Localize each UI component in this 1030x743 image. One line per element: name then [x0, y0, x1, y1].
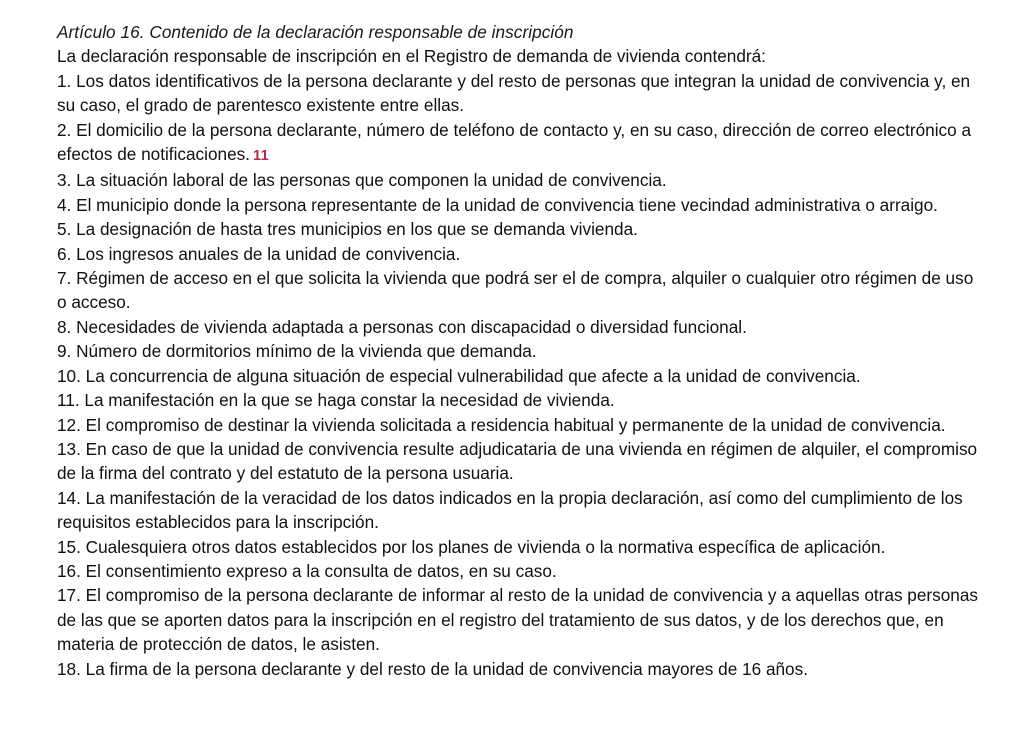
- clause-item: [57, 486, 985, 535]
- clause-text: 18. La firma de la persona declarante y del resto de la unidad de convivencia mayores de 16 años.: [57, 658, 808, 679]
- clause-item: [57, 69, 985, 118]
- clause-text: 13. En caso de que la unidad de convivencia resulte adjudicataria de una vivienda en régimen de alquiler, el compromiso de la firma del contrato y del estatuto de la persona usuaria.: [57, 438, 978, 484]
- clause-text: 15. Cualesquiera otros datos establecidos por los planes de vivienda o la normativa específica de aplicación.: [57, 536, 886, 557]
- clause-item: [57, 315, 985, 339]
- lead-paragraph: La declaración responsable de inscripción en el Registro de demanda de vivienda contendrá:: [57, 46, 766, 67]
- clause-text: 7. Régimen de acceso en el que solicita la vivienda que podrá ser el de compra, alquiler o cualquier otro régimen de uso o acceso.: [57, 268, 974, 313]
- clause-item: [57, 168, 985, 192]
- clause-item: [57, 217, 985, 241]
- footnote-reference[interactable]: 11: [253, 148, 269, 165]
- clause-item: [57, 559, 985, 583]
- clause-item: [57, 118, 985, 169]
- clause-text: 5. La designación de hasta tres municipios en los que se demanda vivienda.: [57, 219, 638, 240]
- clause-text: 9. Número de dormitorios mínimo de la vivienda que demanda.: [57, 341, 537, 362]
- clause-item: [57, 364, 985, 388]
- clause-item: [57, 583, 985, 656]
- clause-item: [57, 266, 985, 315]
- clause-item: [57, 413, 985, 437]
- article-title: Artículo 16. Contenido de la declaración responsable de inscripción: [57, 22, 574, 42]
- clause-text: 16. El consentimiento expreso a la consulta de datos, en su caso.: [57, 560, 557, 581]
- clause-item: [57, 437, 985, 486]
- clause-item: [57, 242, 985, 266]
- clause-text: 14. La manifestación de la veracidad de los datos indicados en la propia declaración, así como del cumplimiento de los requisitos establecidos para la inscripción.: [57, 487, 963, 533]
- clause-item: [57, 193, 985, 217]
- clause-text: 17. El compromiso de la persona declarante de informar al resto de la unidad de convivencia y a aquellas otras personas de las que se aporten datos para la inscripción en el registro del tratamiento de sus datos, y de los derechos que, en materia de protección de datos, le asisten.: [57, 585, 979, 655]
- clause-text: 1. Los datos identificativos de la persona declarante y del resto de personas que integran la unidad de convivencia y, en su caso, el grado de parentesco existente entre ellas.: [57, 70, 971, 116]
- clause-item: [57, 657, 985, 681]
- clause-text: 2. El domicilio de la persona declarante, número de teléfono de contacto y, en su caso, dirección de correo electrónico a efectos de notificaciones.: [57, 119, 972, 165]
- clause-text: 11. La manifestación en la que se haga constar la necesidad de vivienda.: [57, 390, 615, 411]
- clause-item: [57, 535, 985, 559]
- clause-text: 4. El municipio donde la persona representante de la unidad de convivencia tiene vecindad administrativa o arraigo.: [57, 194, 938, 215]
- clause-text: 3. La situación laboral de las personas que componen la unidad de convivencia.: [57, 170, 667, 191]
- clause-text: 6. Los ingresos anuales de la unidad de convivencia.: [57, 243, 461, 264]
- clause-item: [57, 339, 985, 363]
- clause-list: [57, 69, 985, 681]
- clause-text: 10. La concurrencia de alguna situación de especial vulnerabilidad que afecte a la unidad de convivencia.: [57, 365, 861, 386]
- clause-text: 12. El compromiso de destinar la vivienda solicitada a residencia habitual y permanente de la unidad de convivencia.: [57, 414, 946, 435]
- clause-text: 8. Necesidades de vivienda adaptada a personas con discapacidad o diversidad funcional.: [57, 316, 747, 337]
- clause-item: [57, 388, 985, 412]
